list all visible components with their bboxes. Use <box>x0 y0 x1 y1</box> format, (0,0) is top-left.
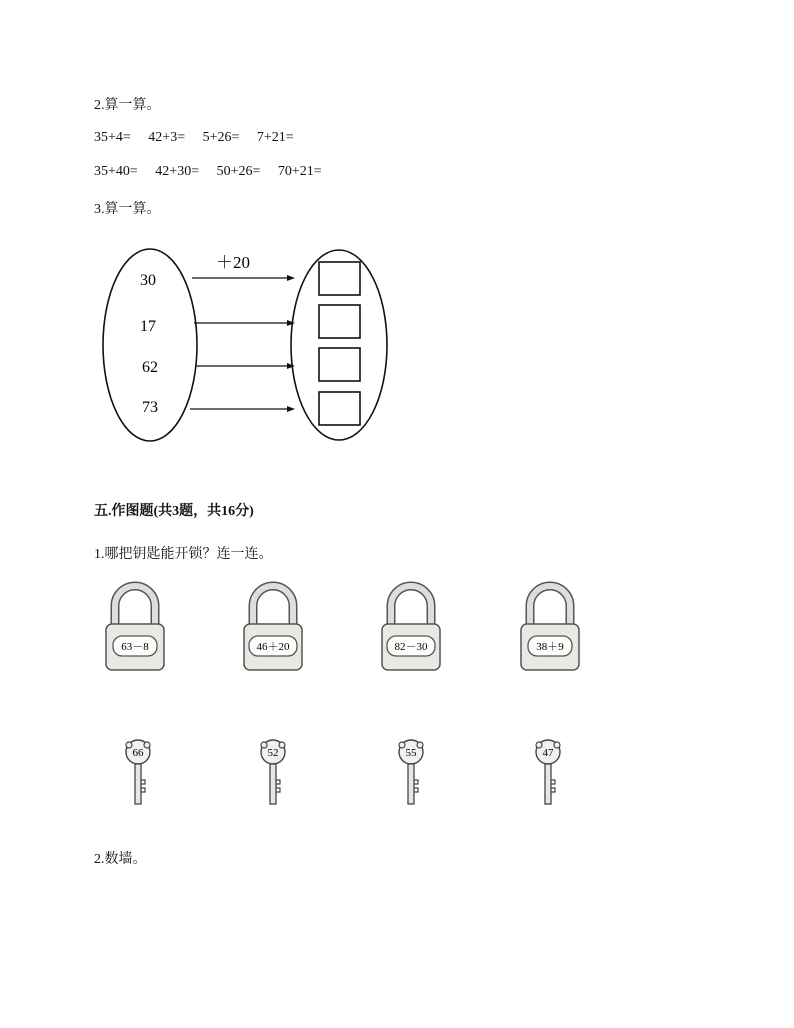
answer-box[interactable] <box>319 392 360 425</box>
lock[interactable] <box>518 586 582 674</box>
lock[interactable] <box>103 586 167 674</box>
s5-q1-title: 1.哪把钥匙能开锁？连一连。 <box>94 547 273 562</box>
lock-expression: 38＋9 <box>536 641 564 653</box>
key[interactable] <box>534 735 562 807</box>
q2-expression: 5+26= <box>202 130 240 145</box>
input-value: 73 <box>142 399 158 416</box>
q2-expression: 42+3= <box>148 130 186 145</box>
lock[interactable] <box>241 586 305 674</box>
s5-q2-title: 2.数墙。 <box>94 852 147 867</box>
padlock-icon <box>382 586 440 670</box>
answer-box[interactable] <box>319 348 360 381</box>
lock-expression: 82－30 <box>394 641 428 653</box>
q2-row-2 <box>94 164 336 180</box>
input-value: 62 <box>142 359 158 376</box>
arrow <box>196 363 295 369</box>
q2-row-1 <box>94 130 308 146</box>
input-value: 17 <box>140 318 156 335</box>
q2-expression: 7+21= <box>256 130 294 145</box>
arrow <box>194 320 295 326</box>
lock-expression: 46＋20 <box>256 641 290 653</box>
padlock-icon <box>521 586 579 670</box>
lock-expression: 63－8 <box>121 641 149 653</box>
input-value: 30 <box>140 272 156 289</box>
key-number: 55 <box>405 747 417 759</box>
q2-expression: 50+26= <box>216 164 261 179</box>
padlock-icon <box>106 586 164 670</box>
arrow <box>192 275 295 281</box>
answer-box[interactable] <box>319 262 360 295</box>
answer-box[interactable] <box>319 305 360 338</box>
q2-expression: 35+40= <box>94 164 138 179</box>
operator-label: ＋20 <box>216 253 250 272</box>
q3-title: 3.算一算。 <box>94 202 161 217</box>
section-heading: 五.作图题(共3题，共16分) <box>94 504 254 519</box>
arrow <box>190 406 295 412</box>
q2-expression: 70+21= <box>277 164 322 179</box>
key[interactable] <box>124 735 152 807</box>
key-number: 47 <box>542 747 554 759</box>
q2-expression: 42+30= <box>155 164 200 179</box>
key[interactable] <box>397 735 425 807</box>
key-number: 66 <box>132 747 144 759</box>
q2-title: 2.算一算。 <box>94 98 161 113</box>
key-number: 52 <box>267 747 279 759</box>
mapping-diagram <box>90 240 410 450</box>
key[interactable] <box>259 735 287 807</box>
q2-expression: 35+4= <box>94 130 131 145</box>
padlock-icon <box>244 586 302 670</box>
lock[interactable] <box>379 586 443 674</box>
